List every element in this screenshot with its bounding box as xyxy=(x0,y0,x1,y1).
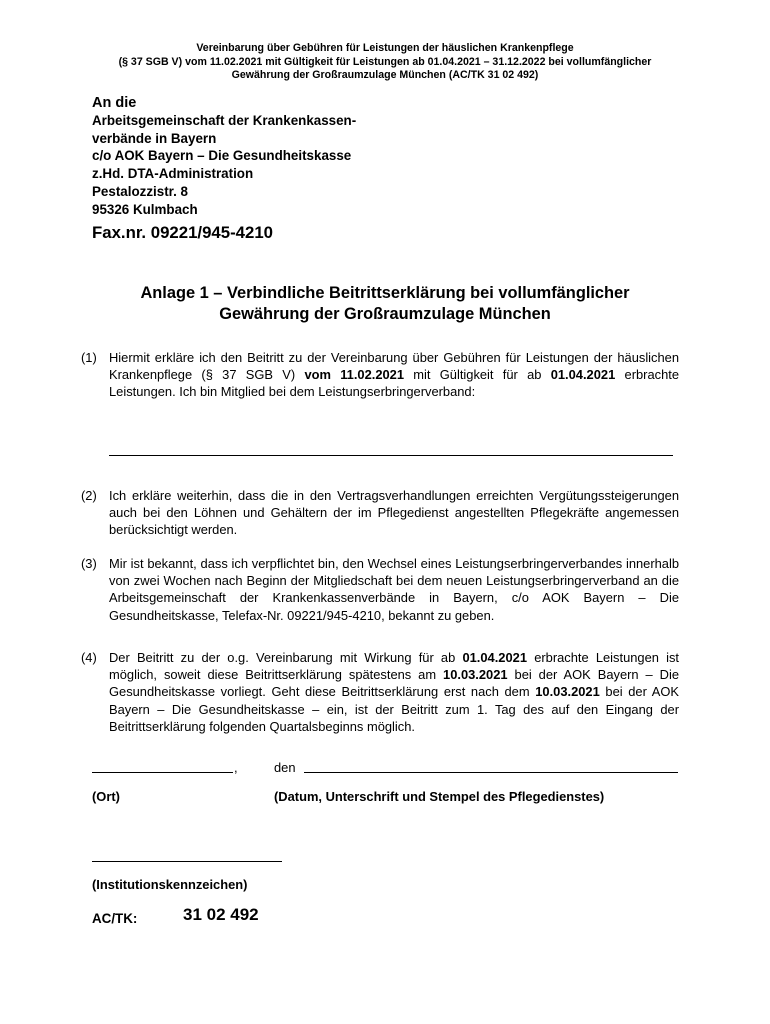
address-line: Pestalozzistr. 8 xyxy=(92,183,189,199)
comma: , xyxy=(234,760,238,775)
address-line: verbände in Bayern xyxy=(92,130,217,146)
address-line: 95326 Kulmbach xyxy=(92,201,198,217)
header-line-1: Vereinbarung über Gebühren für Leistungen der häuslichen Krankenpflege xyxy=(196,42,574,54)
association-input-line[interactable] xyxy=(109,455,673,456)
document-header xyxy=(0,42,770,83)
paragraph-text: Der Beitritt zu der o.g. Vereinbarung mit Wirkung für ab 01.04.2021 erbrachte Leistungen ist möglich, soweit diese Beitrittserklärung spätestens am 10.03.2021 bei der AOK Bayern – Die Gesundheitskasse vorliegt. Geht diese Beitrittserklärung erst nach dem 10.03.2021 bei der AOK Bayern – Die Gesundheitskasse – ein, ist der Beitritt zum 1. Tag des auf den Eingang der Beitrittserklärung folgenden Quartalsbeginns möglich. xyxy=(109,650,679,734)
document-title xyxy=(0,283,770,324)
title-line-1: Anlage 1 – Verbindliche Beitrittserklärung bei vollumfänglicher xyxy=(140,284,630,302)
address-line: c/o AOK Bayern – Die Gesundheitskasse xyxy=(92,148,352,164)
address-line: z.Hd. DTA-Administration xyxy=(92,166,254,182)
title-line-2: Gewährung der Großraumzulage München xyxy=(219,304,551,323)
paragraph-text: Mir ist bekannt, dass ich verpflichtet bin, den Wechsel eines Leistungserbringerverbandes innerhalb von zwei Wochen nach Beginn der Mitgliedschaft bei dem neuen Leistungserbringerverband an die Arbeitsgemeinschaft der Krankenkassenverbände in Bayern, c/o AOK Bayern – Die Gesundheitskasse, Telefax-Nr. 09221/945-4210, bekannt zu geben. xyxy=(109,556,679,623)
paragraph-number: (4) xyxy=(81,650,97,665)
place-input-line[interactable] xyxy=(92,772,233,773)
paragraph-text: Ich erkläre weiterhin, dass die in den Vertragsverhandlungen erreichten Vergütungssteigerungen auch bei den Löhnen und Gehältern der im Pflegedienst angestellten Pflegekräfte angemessen berücksichtigt werden. xyxy=(109,488,679,538)
datum-label: (Datum, Unterschrift und Stempel des Pflegedienstes) xyxy=(274,789,605,804)
actk-label: AC/TK: xyxy=(92,911,138,926)
actk-value: 31 02 492 xyxy=(183,905,259,924)
date-signature-input-line[interactable] xyxy=(304,772,678,773)
paragraph-1 xyxy=(81,349,679,401)
paragraph-4 xyxy=(81,649,679,735)
paragraph-number: (1) xyxy=(81,350,97,365)
ik-label: (Institutionskennzeichen) xyxy=(92,877,248,892)
ik-input-line[interactable] xyxy=(92,861,282,862)
paragraph-text: Hiermit erkläre ich den Beitritt zu der Vereinbarung über Gebühren für Leistungen der häuslichen Krankenpflege (§ 37 SGB V) vom 11.02.2021 mit Gültigkeit für ab 01.04.2021 erbrachte Leistungen. Ich bin Mitglied bei dem Leistungserbringerverband: xyxy=(109,350,679,400)
ort-label: (Ort) xyxy=(92,789,120,804)
header-line-2: (§ 37 SGB V) vom 11.02.2021 mit Gültigkeit für Leistungen ab 01.04.2021 – 31.12.2022 bei vollumfänglicher xyxy=(118,55,652,68)
paragraph-2 xyxy=(81,487,679,539)
fax-number: Fax.nr. 09221/945-4210 xyxy=(92,223,274,243)
recipient-address xyxy=(92,95,356,243)
paragraph-number: (3) xyxy=(81,556,97,571)
address-line: Arbeitsgemeinschaft der Krankenkassen- xyxy=(92,113,357,128)
paragraph-number: (2) xyxy=(81,488,97,503)
paragraph-3 xyxy=(81,555,679,624)
den-label: den xyxy=(274,760,296,775)
header-line-3: Gewährung der Großraumzulage München (AC/TK 31 02 492) xyxy=(231,69,539,81)
address-salutation: An die xyxy=(92,95,137,111)
